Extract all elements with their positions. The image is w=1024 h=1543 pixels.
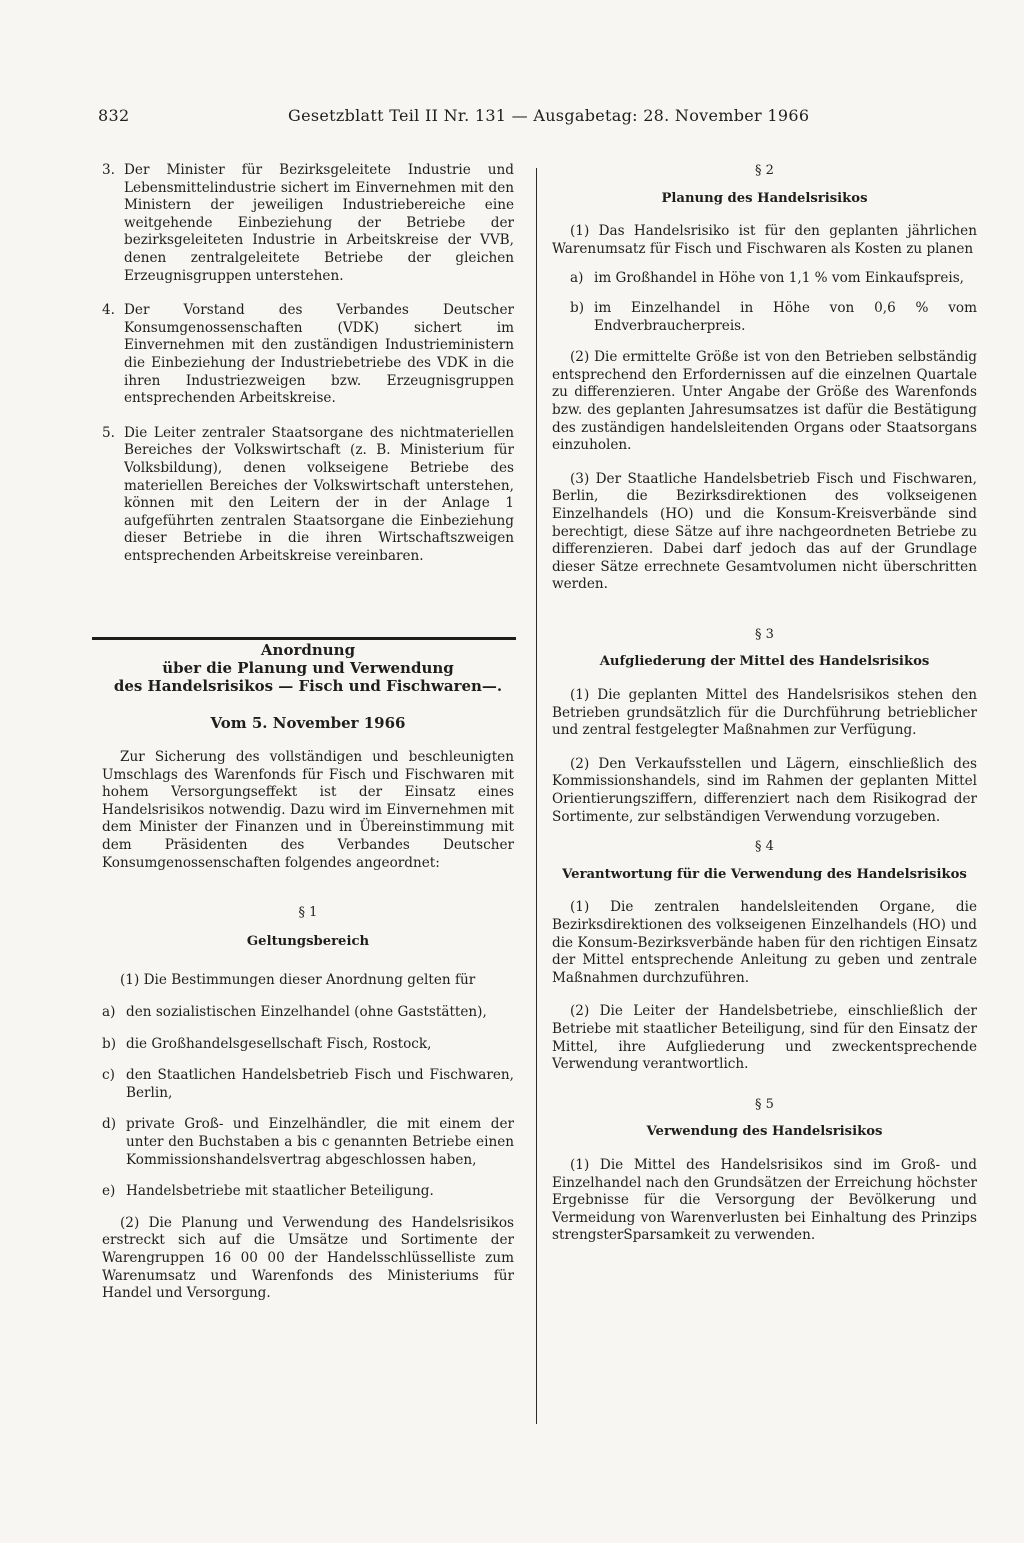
page-number: 832: [98, 106, 130, 125]
paragraph: (2) Die Planung und Verwendung des Handelsrisikos erstreckt sich auf die Umsätze und Sortimente der Warengruppen 16 00 00 der Handelsschlüsselliste zum Warenumsatz und Warenfonds des Ministeriums für Handel und Versorgung.: [102, 1214, 514, 1302]
section-label: § 1: [298, 905, 318, 921]
list-item: c) den Staatlichen Handelsbetrieb Fisch und Fischwaren, Berlin,: [102, 1067, 514, 1101]
paragraph: (1) Die Mittel des Handelsrisikos sind im Groß- und Einzelhandel nach den Grundsätzen der Erreichung höchster Ergebnisse für die Versorgung der Bevölkerung und Vermeidung von Warenverlusten bei Einhaltung des Prinzips strengsterSparsamkeit zu verwenden.: [552, 1156, 977, 1244]
section-title: Aufgliederung der Mittel des Handelsrisikos: [599, 654, 930, 670]
left-column: [102, 162, 514, 1303]
list-item: b) im Einzelhandel in Höhe von 0,6 % vom Endverbraucherpreis.: [570, 299, 977, 334]
preamble: Zur Sicherung des vollständigen und beschleunigten Umschlags des Warenfonds für Fisch und Fischwaren mit hohem Versorgungseffekt ist der Einsatz eines Handelsrisikos notwendig. Dazu wird im Einvernehmen mit dem Minister der Finanzen und in Übereinstimmung mit dem Präsidenten des Verbandes Deutscher Konsumgenossenschaften folgendes angeordnet:: [102, 749, 514, 871]
list-item: 3. Der Minister für Bezirksgeleitete Industrie und Lebensmittelindustrie sichert im Einvernehmen mit den Ministern der jeweiligen Industriebereiche eine weitgehende Einbeziehung der Betriebe der bezirksgeleiteten Industrie in Arbeitskreise der VVB, denen zentralgeleitete Betriebe der gleichen Erzeugnisgruppen unterstehen.: [102, 162, 514, 284]
section-label: § 2: [755, 163, 774, 178]
paragraph: (1) Das Handelsrisiko ist für den geplanten jährlichen Warenumsatz für Fisch und Fischwaren als Kosten zu planen: [552, 223, 977, 257]
list-item: e) Handelsbetriebe mit staatlicher Beteiligung.: [102, 1183, 434, 1200]
section-title: Verwendung des Handelsrisikos: [646, 1124, 883, 1140]
paragraph: (1) Die zentralen handelsleitenden Organe, die Bezirksdirektionen des volkseigenen Einzelhandels (HO) und die Konsum-Bezirksverbände haben für den richtigen Einsatz der Mittel entsprechende Anleitung zu geben und zentrale Maßnahmen durchzuführen.: [552, 899, 977, 986]
section-label: § 3: [755, 626, 774, 642]
section-label: § 5: [755, 1096, 774, 1112]
list-item: a) den sozialistischen Einzelhandel (ohne Gaststätten),: [102, 1004, 487, 1020]
list-item: d) private Groß- und Einzelhändler, die mit einem der unter den Buchstaben a bis c genannten Betriebe einen Kommissionshandelsvertrag abgeschlossen haben,: [102, 1116, 514, 1168]
section-title: Geltungsbereich: [246, 933, 370, 949]
section-label: § 4: [755, 839, 774, 855]
list-item: b) die Großhandelsgesellschaft Fisch, Rostock,: [102, 1035, 432, 1052]
list-item: 4. Der Vorstand des Verbandes Deutscher Konsumgenossenschaften (VDK) sichert im Einvernehmen mit den zuständigen Industrieministern die Einbeziehung der Industriebetriebe des VDK in die ihren Industriezweigen bzw. Erzeugnisgruppen entsprechenden Arbeitskreise.: [102, 302, 514, 407]
paragraph: (2) Die Leiter der Handelsbetriebe, einschließlich der Betriebe mit staatlicher Beteiligung, sind für den Einsatz der Mittel, ihre Aufgliederung und zweckentsprechende Verwendung verantwortlich.: [552, 1003, 977, 1073]
list-item: 5. Die Leiter zentraler Staatsorgane des nichtmateriellen Bereiches der Volkswirtschaft (z. B. Ministerium für Volksbildung), denen volkseigene Betriebe des materiellen Bereiches der Volkswirtschaft unterstehen, können mit den Leitern der in der Anlage 1 aufgeführten zentralen Staatsorgane die Einbeziehung dieser Betriebe in die ihren Wirtschaftszweigen entsprechenden Arbeitskreise vereinbaren.: [102, 424, 514, 564]
gazette-title: Gesetzblatt Teil II Nr. 131 — Ausgabetag: 28. November 1966: [288, 106, 810, 125]
paragraph: (1) Die Bestimmungen dieser Anordnung gelten für: [120, 972, 476, 989]
paragraph: (1) Die geplanten Mittel des Handelsrisikos stehen den Betrieben grundsätzlich für die Durchführung betrieblicher und zentral festgelegter Maßnahmen zur Verfügung.: [552, 687, 977, 739]
ordinance-date: Vom 5. November 1966: [210, 714, 406, 733]
section-title: Planung des Handelsrisikos: [661, 190, 868, 206]
paragraph: (2) Die ermittelte Größe ist von den Betrieben selbständig entsprechend den Erfordernissen auf die einzelnen Quartale zu differenzieren. Unter Angabe der Größe des Warenfonds bzw. des geplanten Jahresumsatzes ist dafür die Bestätigung des zuständigen handelsleitenden Organs oder Staatsorgans einzuholen.: [552, 349, 977, 454]
right-column: [552, 162, 977, 1245]
list-item: a) im Großhandel in Höhe von 1,1 % vom Einkaufspreis,: [570, 270, 965, 287]
ordinance-title: Anordnung über die Planung und Verwendung des Handelsrisikos — Fisch und Fischwaren—.: [113, 641, 503, 696]
paragraph: (3) Der Staatliche Handelsbetrieb Fisch und Fischwaren, Berlin, die Bezirksdirektionen des volkseigenen Einzelhandels (HO) und die Konsum-Kreisverbände sind berechtigt, diese Sätze auf ihre nachgeordneten Betriebe zu differenzieren. Dabei darf jedoch das auf der Grundlage dieser Sätze errechnete Gesamtvolumen nicht überschritten werden.: [552, 470, 977, 593]
section-title: Verantwortung für die Verwendung des Handelsrisikos: [562, 866, 967, 882]
column-divider: [536, 168, 537, 1424]
paragraph: (2) Den Verkaufsstellen und Lägern, einschließlich des Kommissionshandels, sind im Rahmen der geplanten Mittel Orientierungsziffern, differenziert nach dem Risikograd der Sortimente, zur selbständigen Verwendung vorzugeben.: [552, 755, 977, 825]
